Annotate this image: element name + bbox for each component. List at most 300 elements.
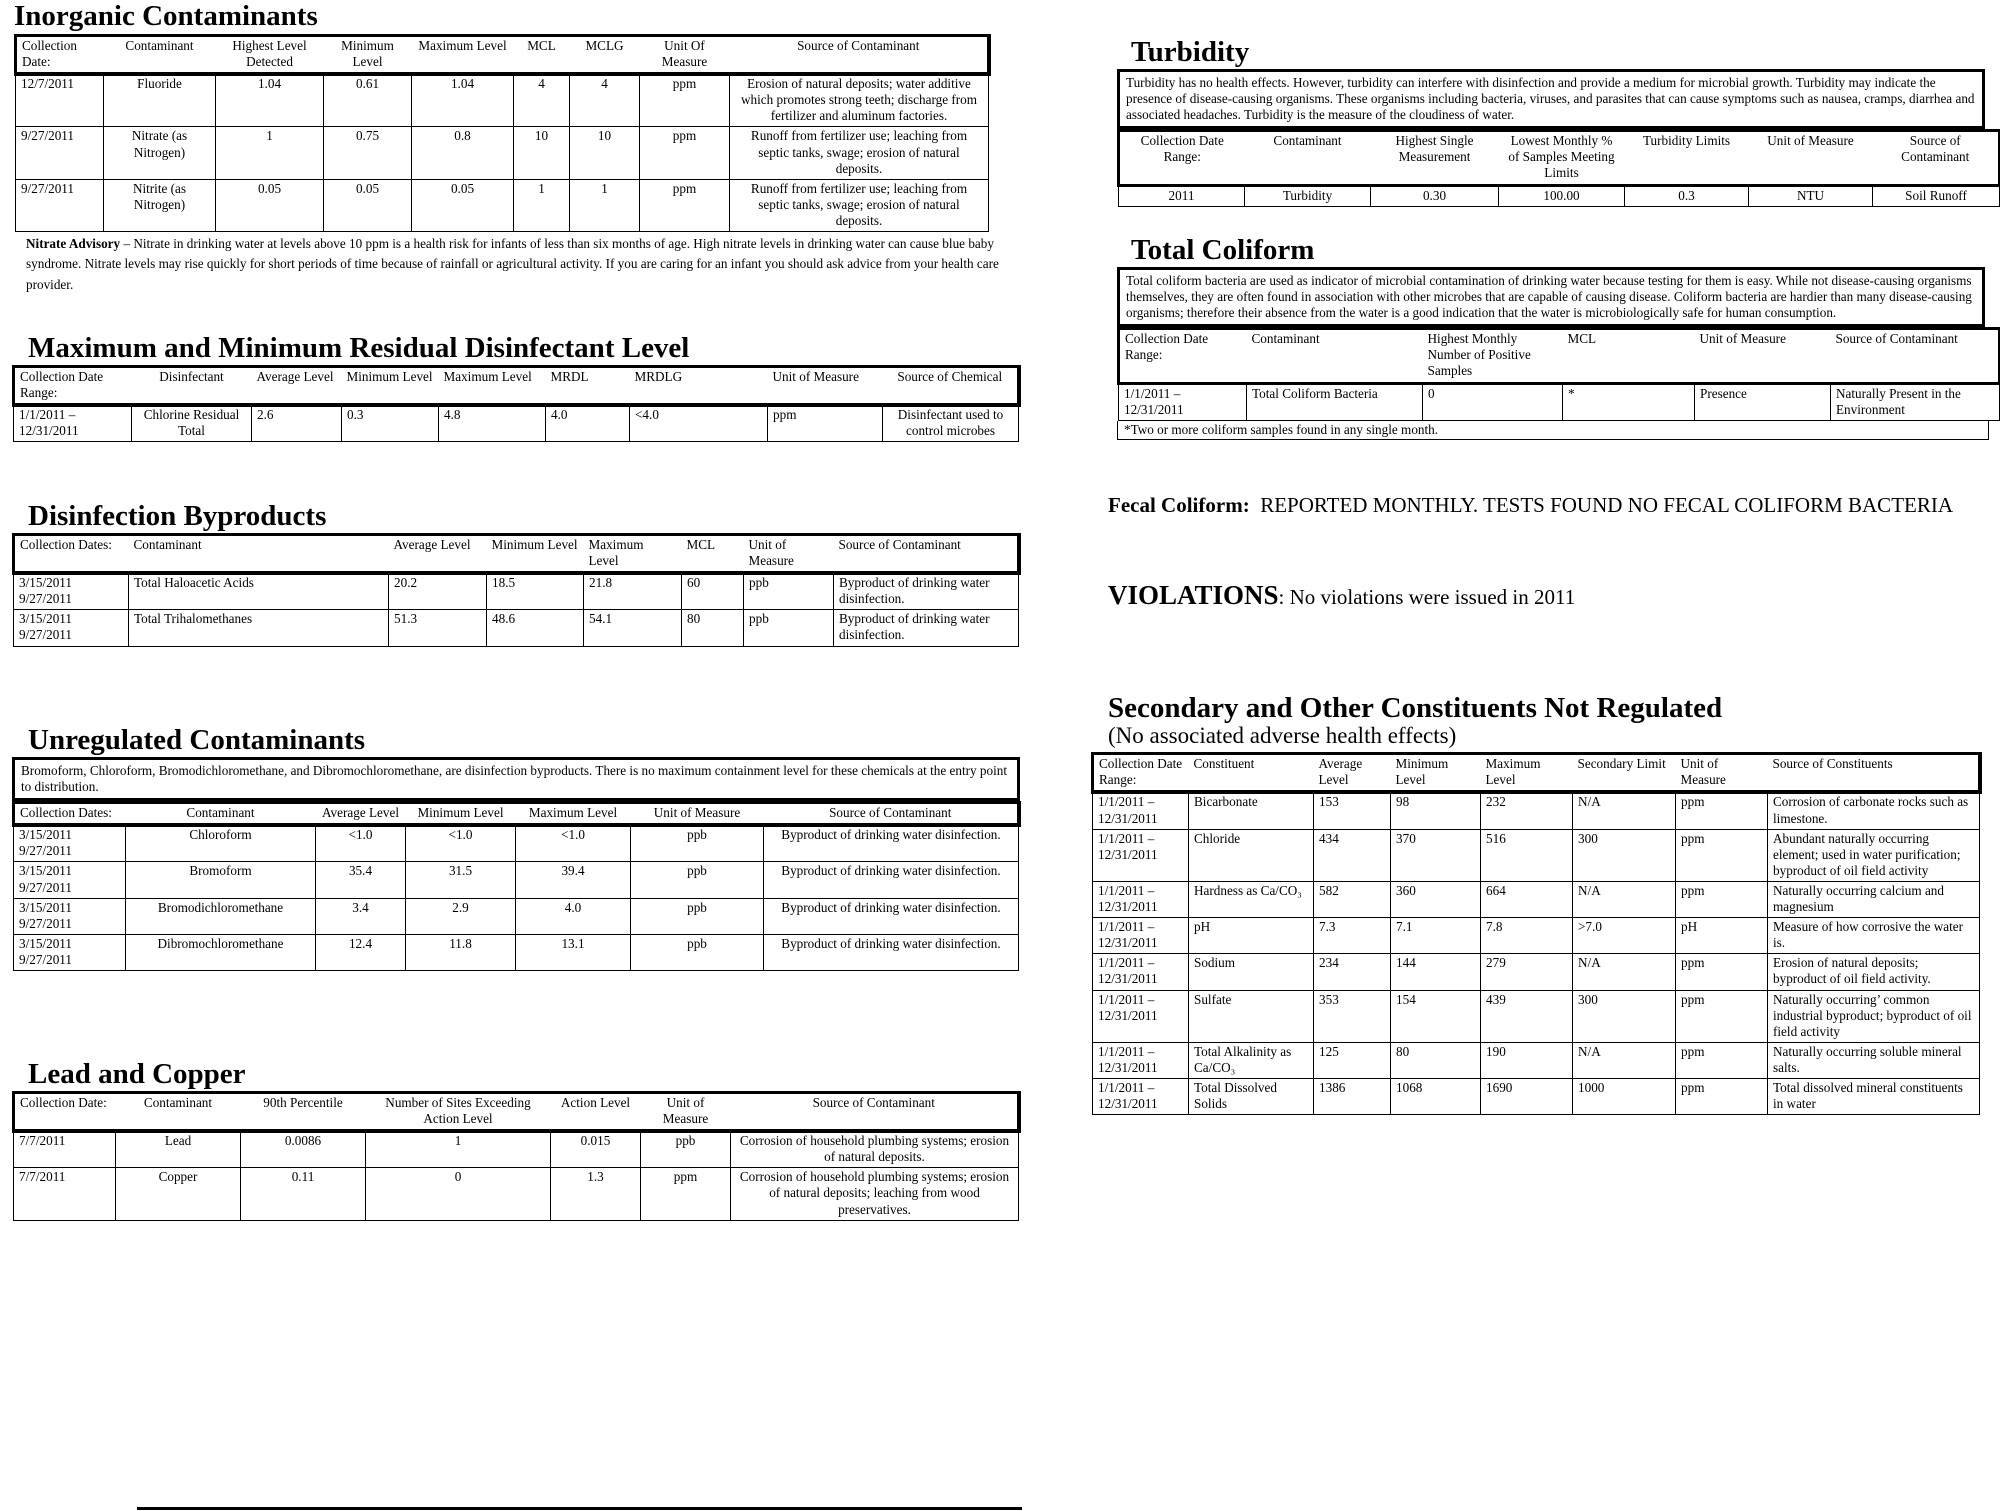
violations-label: VIOLATIONS	[1108, 580, 1279, 610]
column-header: Action Level	[551, 1093, 641, 1131]
table-cell: N/A	[1573, 881, 1676, 917]
column-header: Source of Contaminant	[834, 535, 1019, 573]
column-header: Minimum Level	[342, 367, 439, 405]
table-cell: 3/15/2011 9/27/2011	[14, 573, 129, 610]
inorganic-section	[14, 2, 1004, 295]
table-cell: ppm	[640, 127, 730, 179]
table-cell: 1/1/2011 – 12/31/2011	[1093, 1078, 1189, 1114]
column-header: Source of Contaminant	[731, 1093, 1019, 1131]
table-cell: 0.30	[1371, 185, 1499, 206]
table-cell: 4.0	[516, 898, 631, 934]
table-cell: 18.5	[487, 573, 584, 610]
column-header: MCL	[682, 535, 744, 573]
table-cell: 54.1	[584, 610, 682, 646]
secondary-table	[1091, 752, 1981, 1115]
table-cell: ppm	[1676, 829, 1768, 881]
table-cell: 664	[1481, 881, 1573, 917]
table-cell: ppm	[640, 74, 730, 127]
table-cell: Chlorine Residual Total	[132, 405, 252, 442]
column-header: Minimum Level	[324, 36, 412, 74]
column-header: Maximum Level	[1481, 754, 1573, 792]
table-cell: Byproduct of drinking water disinfection.	[764, 862, 1019, 898]
table-cell: 12/7/2011	[16, 74, 104, 127]
table-cell: 0.3	[342, 405, 439, 442]
table-cell: pH	[1189, 918, 1314, 954]
table-cell: Corrosion of carbonate rocks such as limestone.	[1768, 792, 1980, 829]
unregulated-note: Bromoform, Chloroform, Bromodichloromethane, and Dibromochloromethane, are disinfection byproducts. There is no maximum containment level for these chemicals at the entry point to distribution.	[12, 757, 1020, 801]
table-cell: 9/27/2011	[16, 179, 104, 231]
coliform-table	[1117, 327, 2000, 420]
column-header: Minimum Level	[487, 535, 584, 573]
header-row	[1119, 131, 2000, 185]
table-cell: 80	[1391, 1042, 1481, 1078]
byproducts-section	[19, 500, 1028, 647]
table-cell: 3/15/2011 9/27/2011	[14, 934, 126, 970]
table-cell: 1/1/2011 – 12/31/2011	[1093, 1042, 1189, 1078]
table-cell: 516	[1481, 829, 1573, 881]
unregulated-title: Unregulated Contaminants	[28, 724, 366, 756]
table-cell: ppm	[640, 179, 730, 231]
table-cell: 0.05	[412, 179, 514, 231]
table-cell: ppm	[1676, 954, 1768, 990]
table-cell: Byproduct of drinking water disinfection.	[834, 610, 1019, 646]
table-row	[14, 573, 1019, 610]
table-cell: 3/15/2011 9/27/2011	[14, 825, 126, 862]
violations	[1108, 580, 1988, 611]
table-cell: 1	[570, 179, 640, 231]
table-row	[14, 934, 1019, 970]
column-header: Maximum Level	[439, 367, 546, 405]
column-header: Collection Date:	[14, 1093, 116, 1131]
table-cell: Chloroform	[126, 825, 316, 862]
table-cell: Total Haloacetic Acids	[129, 573, 389, 610]
table-cell: Byproduct of drinking water disinfection.	[764, 898, 1019, 934]
column-header: MCLG	[570, 36, 640, 74]
secondary-subtitle: (No associated adverse health effects)	[1108, 723, 1457, 748]
table-row	[16, 74, 989, 127]
table-cell: 100.00	[1499, 185, 1625, 206]
table-cell: 0.75	[324, 127, 412, 179]
column-header: Contaminant	[1245, 131, 1371, 185]
coliform-note: Total coliform bacteria are used as indicator of microbial contamination of drinking water because testing for them is easy. While not disease-causing organisms themselves, they are often found in association with other microbes that are capable of causing disease. Coliform bacteria are hardier than many disease-causing organisms; therefore their absence from the water is a good indication that the water is microbiologically safe for human consumption.	[1117, 267, 1985, 327]
table-cell: 439	[1481, 990, 1573, 1042]
table-cell: 7.3	[1314, 918, 1391, 954]
coliform-title: Total Coliform	[1131, 234, 1315, 266]
table-cell: <1.0	[406, 825, 516, 862]
column-header: Turbidity Limits	[1625, 131, 1749, 185]
table-cell: 3/15/2011 9/27/2011	[14, 862, 126, 898]
table-cell: 31.5	[406, 862, 516, 898]
table-row	[1119, 383, 2000, 420]
table-cell: Total Coliform Bacteria	[1247, 383, 1423, 420]
column-header: Secondary Limit	[1573, 754, 1676, 792]
table-cell: 1	[216, 127, 324, 179]
table-cell: Bromoform	[126, 862, 316, 898]
column-header: Collection Date Range:	[1119, 131, 1245, 185]
table-cell: ppm	[1676, 1078, 1768, 1114]
nitrate-advisory-text: – Nitrate in drinking water at levels above 10 ppm is a health risk for infants of less than six months of age. High nitrate levels in drinking water can cause blue baby syndrome. Nitrate levels may rise quickly for short periods of time because of rainfall or agricultural activity. If you are caring for an infant you should ask advice from your health care provider.	[26, 236, 999, 292]
column-header: Average Level	[1314, 754, 1391, 792]
column-header: Unit of Measure	[1676, 754, 1768, 792]
fecal-label: Fecal Coliform:	[1108, 493, 1250, 517]
table-cell: ppm	[1676, 792, 1768, 829]
table-cell: 232	[1481, 792, 1573, 829]
table-cell: 2.6	[252, 405, 342, 442]
header-row	[1093, 754, 1980, 792]
table-cell: ppm	[1676, 1042, 1768, 1078]
table-cell: 0.05	[216, 179, 324, 231]
header-row	[14, 1093, 1019, 1131]
table-cell: 1	[366, 1131, 551, 1168]
residual-table	[12, 365, 1020, 442]
table-row	[14, 825, 1019, 862]
column-header: Lowest Monthly % of Samples Meeting Limits	[1499, 131, 1625, 185]
unregulated-table	[12, 801, 1020, 971]
table-cell: ppb	[631, 898, 764, 934]
fecal-text: REPORTED MONTHLY. TESTS FOUND NO FECAL COLIFORM BACTERIA	[1260, 493, 1954, 517]
table-cell: 1.3	[551, 1168, 641, 1220]
column-header: Collection Date Range:	[14, 367, 132, 405]
table-cell: 370	[1391, 829, 1481, 881]
table-cell: 10	[570, 127, 640, 179]
table-cell: ppm	[768, 405, 883, 442]
table-cell: Bromodichloromethane	[126, 898, 316, 934]
turbidity-title: Turbidity	[1131, 36, 1250, 68]
byproducts-table	[12, 533, 1020, 647]
table-row	[14, 1131, 1019, 1168]
column-header: Contaminant	[116, 1093, 241, 1131]
header-row	[16, 36, 989, 74]
table-cell: 279	[1481, 954, 1573, 990]
table-cell: 2.9	[406, 898, 516, 934]
table-cell: Measure of how corrosive the water is.	[1768, 918, 1980, 954]
table-cell: 80	[682, 610, 744, 646]
table-cell: Soil Runoff	[1873, 185, 2000, 206]
column-header: Contaminant	[1247, 329, 1423, 383]
table-cell: 3/15/2011 9/27/2011	[14, 898, 126, 934]
column-header: Source of Contaminant	[1831, 329, 2000, 383]
table-cell: 9/27/2011	[16, 127, 104, 179]
table-row	[1093, 954, 1980, 990]
table-cell: 1000	[1573, 1078, 1676, 1114]
table-cell: Erosion of natural deposits; water additive which promotes strong teeth; discharge from fertilizer and aluminum factories.	[730, 74, 989, 127]
table-cell: 1386	[1314, 1078, 1391, 1114]
table-cell: Dibromochloromethane	[126, 934, 316, 970]
column-header: Unit of Measure	[1695, 329, 1831, 383]
table-cell: 154	[1391, 990, 1481, 1042]
lead-section	[19, 1058, 1028, 1221]
table-cell: 1/1/2011 – 12/31/2011	[1093, 990, 1189, 1042]
table-cell: 353	[1314, 990, 1391, 1042]
table-cell: Byproduct of drinking water disinfection.	[764, 825, 1019, 862]
column-header: Source of Contaminant	[730, 36, 989, 74]
table-row	[1093, 881, 1980, 917]
residual-title: Maximum and Minimum Residual Disinfectant Level	[28, 332, 690, 364]
column-header: Source of Contaminant	[764, 803, 1019, 825]
table-cell: 4	[570, 74, 640, 127]
table-cell: Corrosion of household plumbing systems; erosion of natural deposits.	[731, 1131, 1019, 1168]
nitrate-advisory-label: Nitrate Advisory	[26, 236, 121, 252]
column-header: Maximum Level	[412, 36, 514, 74]
table-cell: 0.05	[324, 179, 412, 231]
table-row	[1093, 1042, 1980, 1078]
table-cell: Naturally occurring’ common industrial byproduct; byproduct of oil field activity	[1768, 990, 1980, 1042]
header-row	[14, 803, 1019, 825]
column-header: Collection Dates:	[14, 535, 129, 573]
column-header: Constituent	[1189, 754, 1314, 792]
table-cell: 21.8	[584, 573, 682, 610]
column-header: MRDLG	[630, 367, 768, 405]
table-cell: 1690	[1481, 1078, 1573, 1114]
table-cell: Total Trihalomethanes	[129, 610, 389, 646]
table-row	[1093, 918, 1980, 954]
table-row	[14, 1168, 1019, 1220]
table-cell: 51.3	[389, 610, 487, 646]
table-row	[1093, 990, 1980, 1042]
table-cell: Copper	[116, 1168, 241, 1220]
column-header: Source of Chemical	[883, 367, 1019, 405]
table-cell: 144	[1391, 954, 1481, 990]
table-row	[1093, 1078, 1980, 1114]
column-header: Source of Constituents	[1768, 754, 1980, 792]
column-header: MCL	[514, 36, 570, 74]
table-cell: Fluoride	[104, 74, 216, 127]
header-row	[1119, 329, 2000, 383]
table-cell: Hardness as Ca/CO₃	[1189, 881, 1314, 917]
coliform-footnote: *Two or more coliform samples found in any single month.	[1117, 421, 1989, 440]
table-cell: ppb	[631, 825, 764, 862]
column-header: Collection Date:	[16, 36, 104, 74]
table-cell: Nitrite (as Nitrogen)	[104, 179, 216, 231]
table-cell: 1/1/2011 – 12/31/2011	[1093, 918, 1189, 954]
turbidity-section	[1126, 36, 2000, 207]
table-cell: NTU	[1749, 185, 1873, 206]
table-row	[14, 862, 1019, 898]
secondary-title: Secondary and Other Constituents Not Regulated	[1108, 692, 1723, 724]
table-cell: 48.6	[487, 610, 584, 646]
table-cell: 1/1/2011 – 12/31/2011	[14, 405, 132, 442]
table-cell: 190	[1481, 1042, 1573, 1078]
table-cell: 234	[1314, 954, 1391, 990]
column-header: Unit Of Measure	[640, 36, 730, 74]
table-cell: Runoff from fertilizer use; leaching from septic tanks, swage; erosion of natural deposits.	[730, 179, 989, 231]
table-cell: Naturally occurring soluble mineral salts.	[1768, 1042, 1980, 1078]
table-cell: 1/1/2011 – 12/31/2011	[1119, 383, 1247, 420]
column-header: Contaminant	[129, 535, 389, 573]
table-cell: 39.4	[516, 862, 631, 898]
table-cell: 1.04	[412, 74, 514, 127]
table-cell: 582	[1314, 881, 1391, 917]
table-cell: 0.61	[324, 74, 412, 127]
table-cell: Sodium	[1189, 954, 1314, 990]
table-row	[1093, 792, 1980, 829]
table-cell: *	[1563, 383, 1695, 420]
table-cell: 7/7/2011	[14, 1131, 116, 1168]
turbidity-note: Turbidity has no health effects. However, turbidity can interfere with disinfection and provide a medium for microbial growth. Turbidity may indicate the presence of disease-causing organisms. These organisms including bacteria, viruses, and parasites that can cause symptoms such as nausea, cramps, diarrhea and associated headaches. Turbidity is the measure of the cloudiness of water.	[1117, 69, 1985, 129]
table-cell: 0	[366, 1168, 551, 1220]
table-cell: ppm	[641, 1168, 731, 1220]
turbidity-table	[1117, 129, 2000, 206]
column-header: Highest Single Measurement	[1371, 131, 1499, 185]
table-cell: 11.8	[406, 934, 516, 970]
secondary-section	[1098, 692, 1998, 1115]
inorganic-table	[14, 34, 990, 232]
table-cell: 1	[514, 179, 570, 231]
table-cell: Lead	[116, 1131, 241, 1168]
table-cell: 0	[1423, 383, 1563, 420]
table-cell: Abundant naturally occurring element; used in water purification; byproduct of oil field activity	[1768, 829, 1980, 881]
fecal-coliform	[1108, 492, 1988, 518]
table-cell: 12.4	[316, 934, 406, 970]
table-cell: 98	[1391, 792, 1481, 829]
nitrate-advisory	[14, 234, 1016, 295]
table-cell: <1.0	[316, 825, 406, 862]
column-header: Unit of Measure	[768, 367, 883, 405]
table-cell: 1/1/2011 – 12/31/2011	[1093, 954, 1189, 990]
table-cell: N/A	[1573, 792, 1676, 829]
column-header: Average Level	[252, 367, 342, 405]
table-cell: Runoff from fertilizer use; leaching from septic tanks, swage; erosion of natural deposits.	[730, 127, 989, 179]
unregulated-section	[19, 724, 1028, 971]
lead-title: Lead and Copper	[28, 1058, 246, 1090]
column-header: Maximum Level	[516, 803, 631, 825]
inorganic-title: Inorganic Contaminants	[14, 0, 318, 32]
table-cell: Chloride	[1189, 829, 1314, 881]
column-header: Minimum Level	[406, 803, 516, 825]
table-cell: Corrosion of household plumbing systems; erosion of natural deposits; leaching from wood preservatives.	[731, 1168, 1019, 1220]
table-cell: 4.0	[546, 405, 630, 442]
lead-table	[12, 1091, 1020, 1221]
table-cell: 4	[514, 74, 570, 127]
table-cell: Total Dissolved Solids	[1189, 1078, 1314, 1114]
table-cell: 2011	[1119, 185, 1245, 206]
table-cell: 300	[1573, 990, 1676, 1042]
table-cell: <1.0	[516, 825, 631, 862]
table-cell: 0.0086	[241, 1131, 366, 1168]
table-cell: Byproduct of drinking water disinfection.	[764, 934, 1019, 970]
header-row	[14, 535, 1019, 573]
table-row	[14, 405, 1019, 442]
table-cell: ppb	[744, 610, 834, 646]
column-header: Unit of Measure	[631, 803, 764, 825]
table-cell: Sulfate	[1189, 990, 1314, 1042]
table-cell: 13.1	[516, 934, 631, 970]
column-header: Highest Monthly Number of Positive Samples	[1423, 329, 1563, 383]
column-header: Source of Contaminant	[1873, 131, 2000, 185]
table-cell: Naturally occurring calcium and magnesium	[1768, 881, 1980, 917]
table-cell: 7/7/2011	[14, 1168, 116, 1220]
table-cell: >7.0	[1573, 918, 1676, 954]
column-header: Number of Sites Exceeding Action Level	[366, 1093, 551, 1131]
table-cell: 4.8	[439, 405, 546, 442]
table-cell: Disinfectant used to control microbes	[883, 405, 1019, 442]
table-cell: 1/1/2011 – 12/31/2011	[1093, 881, 1189, 917]
column-header: Collection Date Range:	[1119, 329, 1247, 383]
table-row	[1093, 829, 1980, 881]
table-cell: ppm	[1676, 990, 1768, 1042]
column-header: Average Level	[316, 803, 406, 825]
table-cell: N/A	[1573, 1042, 1676, 1078]
table-row	[16, 179, 989, 231]
table-cell: 0.11	[241, 1168, 366, 1220]
table-cell: 434	[1314, 829, 1391, 881]
table-cell: 300	[1573, 829, 1676, 881]
coliform-section	[1124, 234, 2000, 440]
table-cell: 1/1/2011 – 12/31/2011	[1093, 792, 1189, 829]
table-row	[1119, 185, 2000, 206]
table-cell: Nitrate (as Nitrogen)	[104, 127, 216, 179]
table-cell: 35.4	[316, 862, 406, 898]
table-row	[16, 127, 989, 179]
table-cell: 153	[1314, 792, 1391, 829]
column-header: Average Level	[389, 535, 487, 573]
column-header: Highest Level Detected	[216, 36, 324, 74]
table-cell: 0.015	[551, 1131, 641, 1168]
table-cell: <4.0	[630, 405, 768, 442]
table-cell: Turbidity	[1245, 185, 1371, 206]
table-cell: 20.2	[389, 573, 487, 610]
table-cell: 1068	[1391, 1078, 1481, 1114]
violations-text: : No violations were issued in 2011	[1278, 585, 1576, 609]
table-cell: 3.4	[316, 898, 406, 934]
table-cell: Total dissolved mineral constituents in water	[1768, 1078, 1980, 1114]
column-header: Maximum Level	[584, 535, 682, 573]
column-header: Unit of Measure	[744, 535, 834, 573]
table-cell: 7.8	[1481, 918, 1573, 954]
table-cell: Byproduct of drinking water disinfection.	[834, 573, 1019, 610]
byproducts-title: Disinfection Byproducts	[28, 500, 327, 532]
table-cell: 0.3	[1625, 185, 1749, 206]
header-row	[14, 367, 1019, 405]
table-cell: 10	[514, 127, 570, 179]
table-cell: 3/15/2011 9/27/2011	[14, 610, 129, 646]
column-header: Minimum Level	[1391, 754, 1481, 792]
column-header: Contaminant	[104, 36, 216, 74]
table-cell: ppb	[641, 1131, 731, 1168]
table-cell: Presence	[1695, 383, 1831, 420]
table-cell: 125	[1314, 1042, 1391, 1078]
column-header: Collection Date Range:	[1093, 754, 1189, 792]
table-cell: Bicarbonate	[1189, 792, 1314, 829]
column-header: Contaminant	[126, 803, 316, 825]
table-cell: ppm	[1676, 881, 1768, 917]
residual-section	[19, 332, 1028, 442]
table-cell: 60	[682, 573, 744, 610]
column-header: Disinfectant	[132, 367, 252, 405]
table-cell: Naturally Present in the Environment	[1831, 383, 2000, 420]
column-header: 90th Percentile	[241, 1093, 366, 1131]
table-cell: 1.04	[216, 74, 324, 127]
table-row	[14, 898, 1019, 934]
table-cell: 360	[1391, 881, 1481, 917]
table-cell: ppb	[631, 934, 764, 970]
table-cell: N/A	[1573, 954, 1676, 990]
table-cell: Total Alkalinity as Ca/CO₃	[1189, 1042, 1314, 1078]
table-cell: 1/1/2011 – 12/31/2011	[1093, 829, 1189, 881]
table-cell: Erosion of natural deposits; byproduct of oil field activity.	[1768, 954, 1980, 990]
column-header: Unit of Measure	[1749, 131, 1873, 185]
table-row	[14, 610, 1019, 646]
column-header: Collection Dates:	[14, 803, 126, 825]
table-cell: pH	[1676, 918, 1768, 954]
table-cell: 0.8	[412, 127, 514, 179]
column-header: Unit of Measure	[641, 1093, 731, 1131]
bottom-rule	[137, 1507, 1022, 1510]
table-cell: ppb	[631, 862, 764, 898]
column-header: MRDL	[546, 367, 630, 405]
table-cell: 7.1	[1391, 918, 1481, 954]
table-cell: ppb	[744, 573, 834, 610]
